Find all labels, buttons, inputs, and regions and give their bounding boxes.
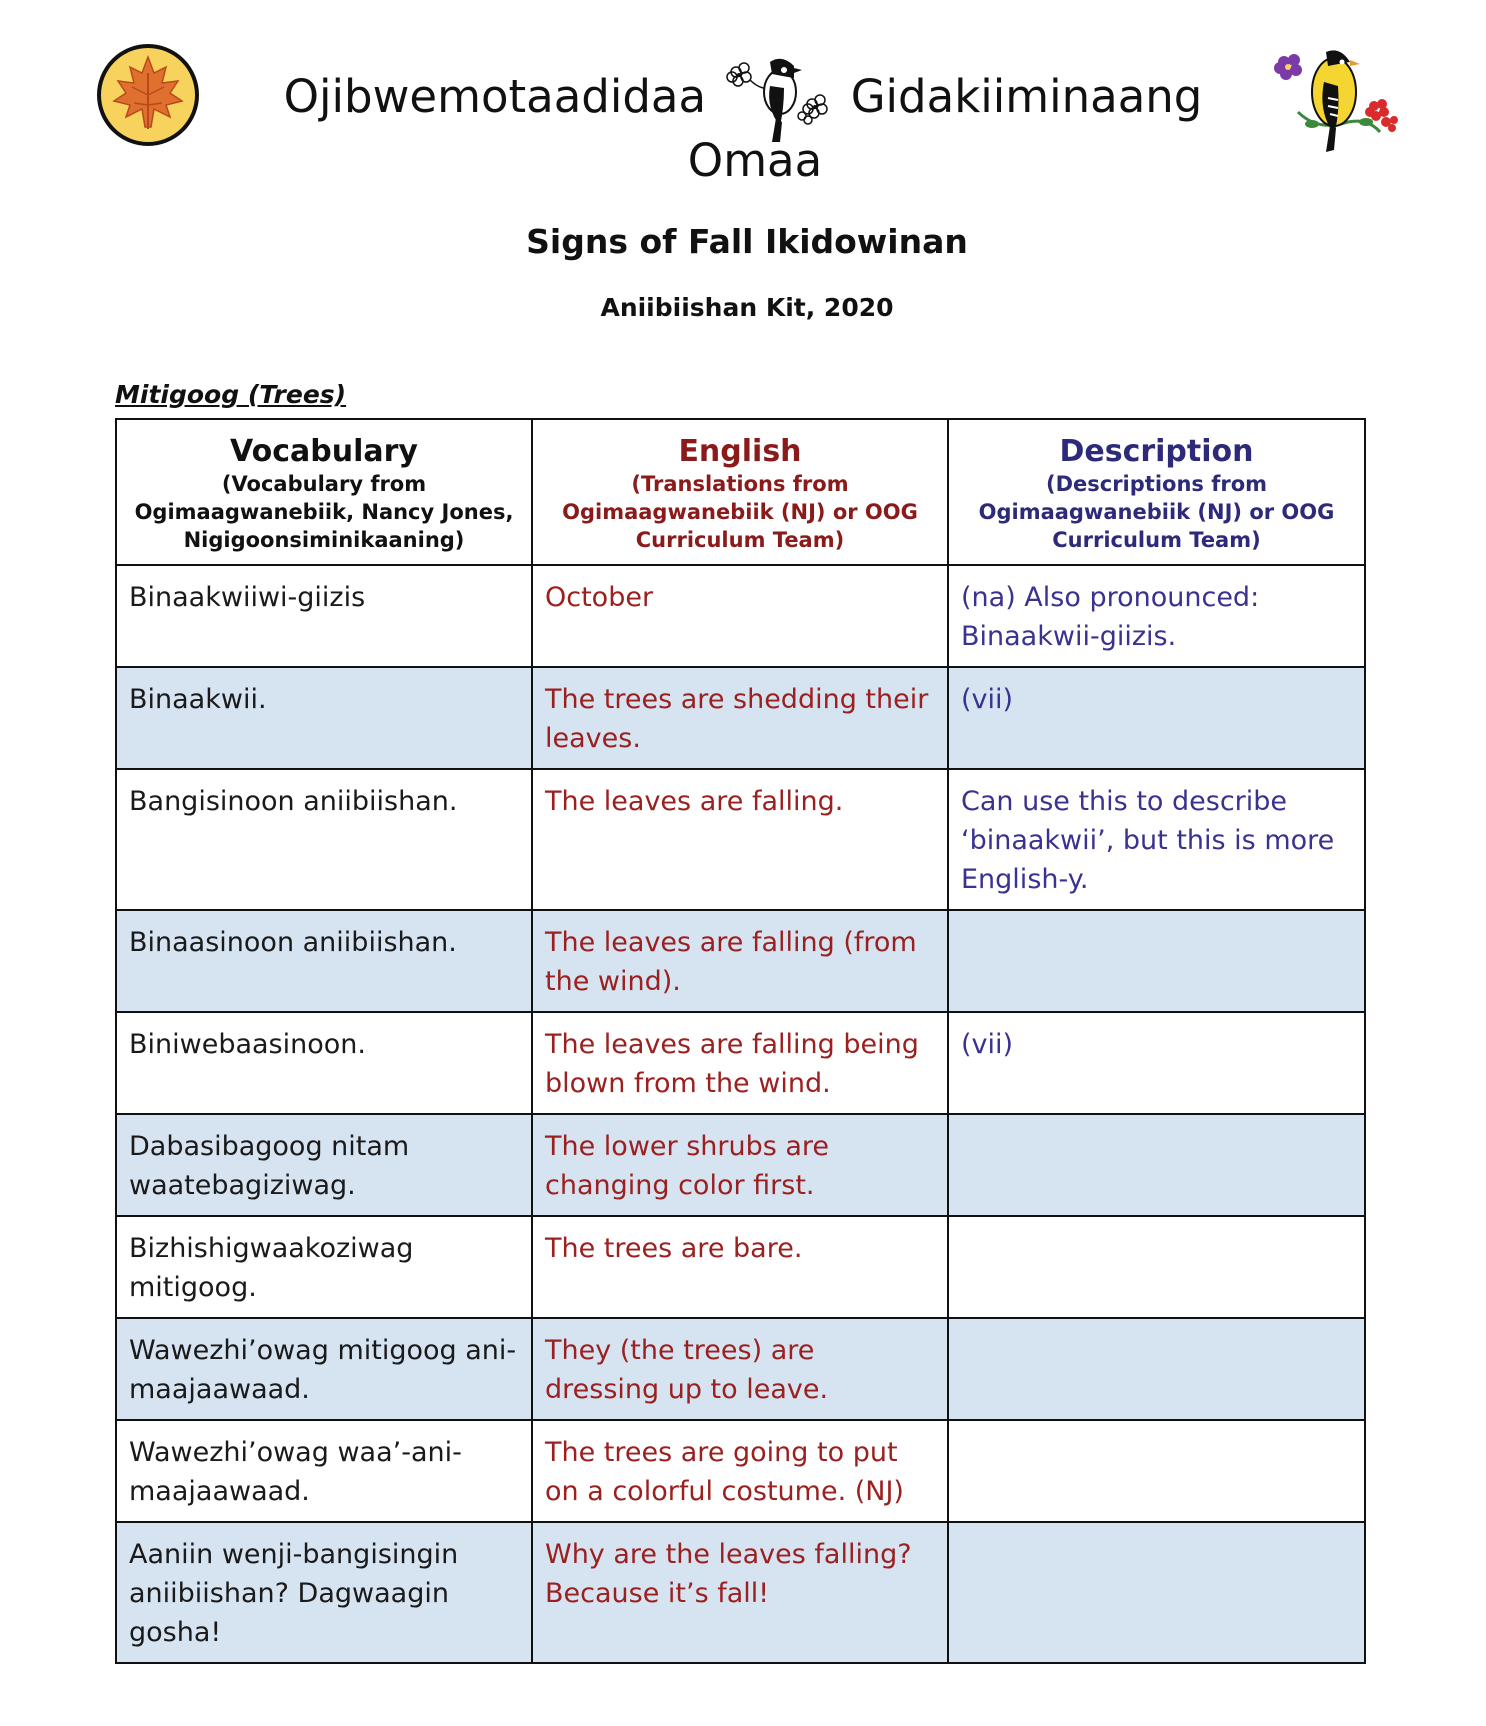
vocab-cell: Bizhishigwaakoziwag mitigoog. [116,1216,532,1318]
vocab-cell: Wawezhi’owag waa’-ani-maajaawaad. [116,1420,532,1522]
description-cell: (vii) [948,1012,1365,1114]
vocabulary-table [115,418,1366,1664]
english-cell: The trees are bare. [532,1216,948,1318]
table-row [116,769,1365,910]
description-cell: (vii) [948,667,1365,769]
table-row [116,667,1365,769]
vocab-cell: Wawezhi’owag mitigoog ani-maajaawaad. [116,1318,532,1420]
header-title-left: Ojibwemotaadidaa [283,70,707,123]
header-title-right: Gidakiiminaang [850,70,1203,123]
column-header-description-title: Description [1059,434,1254,469]
table-row [116,1012,1365,1114]
table-row [116,1522,1365,1663]
description-cell: Can use this to describe ‘binaakwii’, but this is more English-y. [948,769,1365,910]
vocab-cell: Biniwebaasinoon. [116,1012,532,1114]
vocab-cell: Binaakwiiwi-giizis [116,565,532,667]
description-cell [948,1114,1365,1216]
vocab-cell: Aaniin wenji-bangisingin aniibiishan? Dagwaagin gosha! [116,1522,532,1663]
english-cell: The lower shrubs are changing color first. [532,1114,948,1216]
english-cell: The leaves are falling (from the wind). [532,910,948,1012]
description-cell [948,1318,1365,1420]
vocab-cell: Binaasinoon aniibiishan. [116,910,532,1012]
description-cell: (na) Also pronounced: Binaakwii-giizis. [948,565,1365,667]
document-title: Signs of Fall Ikidowinan [526,222,968,261]
column-header-vocabulary-title: Vocabulary [230,434,418,469]
table-row [116,910,1365,1012]
header-title-line2: Omaa [687,134,823,187]
description-cell [948,1420,1365,1522]
section-heading-trees: Mitigoog (Trees) [115,380,347,409]
description-cell [948,1522,1365,1663]
vocab-cell: Bangisinoon aniibiishan. [116,769,532,910]
description-cell [948,1216,1365,1318]
description-cell [948,910,1365,1012]
table-row [116,1216,1365,1318]
vocab-cell: Binaakwii. [116,667,532,769]
document-subtitle: Aniibiishan Kit, 2020 [600,293,894,322]
table-row [116,1420,1365,1522]
column-header-vocabulary [116,419,532,565]
column-header-description-source: (Descriptions from Ogimaagwanebiik (NJ) or OOG Curriculum Team) [978,472,1335,552]
column-header-english-source: (Translations from Ogimaagwanebiik (NJ) or OOG Curriculum Team) [562,472,918,552]
table-row [116,1318,1365,1420]
column-header-description [948,419,1365,565]
table-row [116,1114,1365,1216]
english-cell: The leaves are falling being blown from the wind. [532,1012,948,1114]
english-cell: They (the trees) are dressing up to leave. [532,1318,948,1420]
english-cell: Why are the leaves falling? Because it’s fall! [532,1522,948,1663]
vocab-cell: Dabasibagoog nitam waatebagiziwag. [116,1114,532,1216]
table-header-row [116,419,1365,565]
column-header-vocabulary-source: (Vocabulary from Ogimaagwanebiik, Nancy Jones, Nigigoonsiminikaaning) [134,472,514,552]
column-header-english [532,419,948,565]
chickadee-flower-icon [722,52,834,144]
english-cell: The leaves are falling. [532,769,948,910]
column-header-english-title: English [678,434,802,469]
english-cell: October [532,565,948,667]
table-row [116,565,1365,667]
english-cell: The trees are going to put on a colorful costume. (NJ) [532,1420,948,1522]
english-cell: The trees are shedding their leaves. [532,667,948,769]
header-title-line1 [0,52,1486,144]
